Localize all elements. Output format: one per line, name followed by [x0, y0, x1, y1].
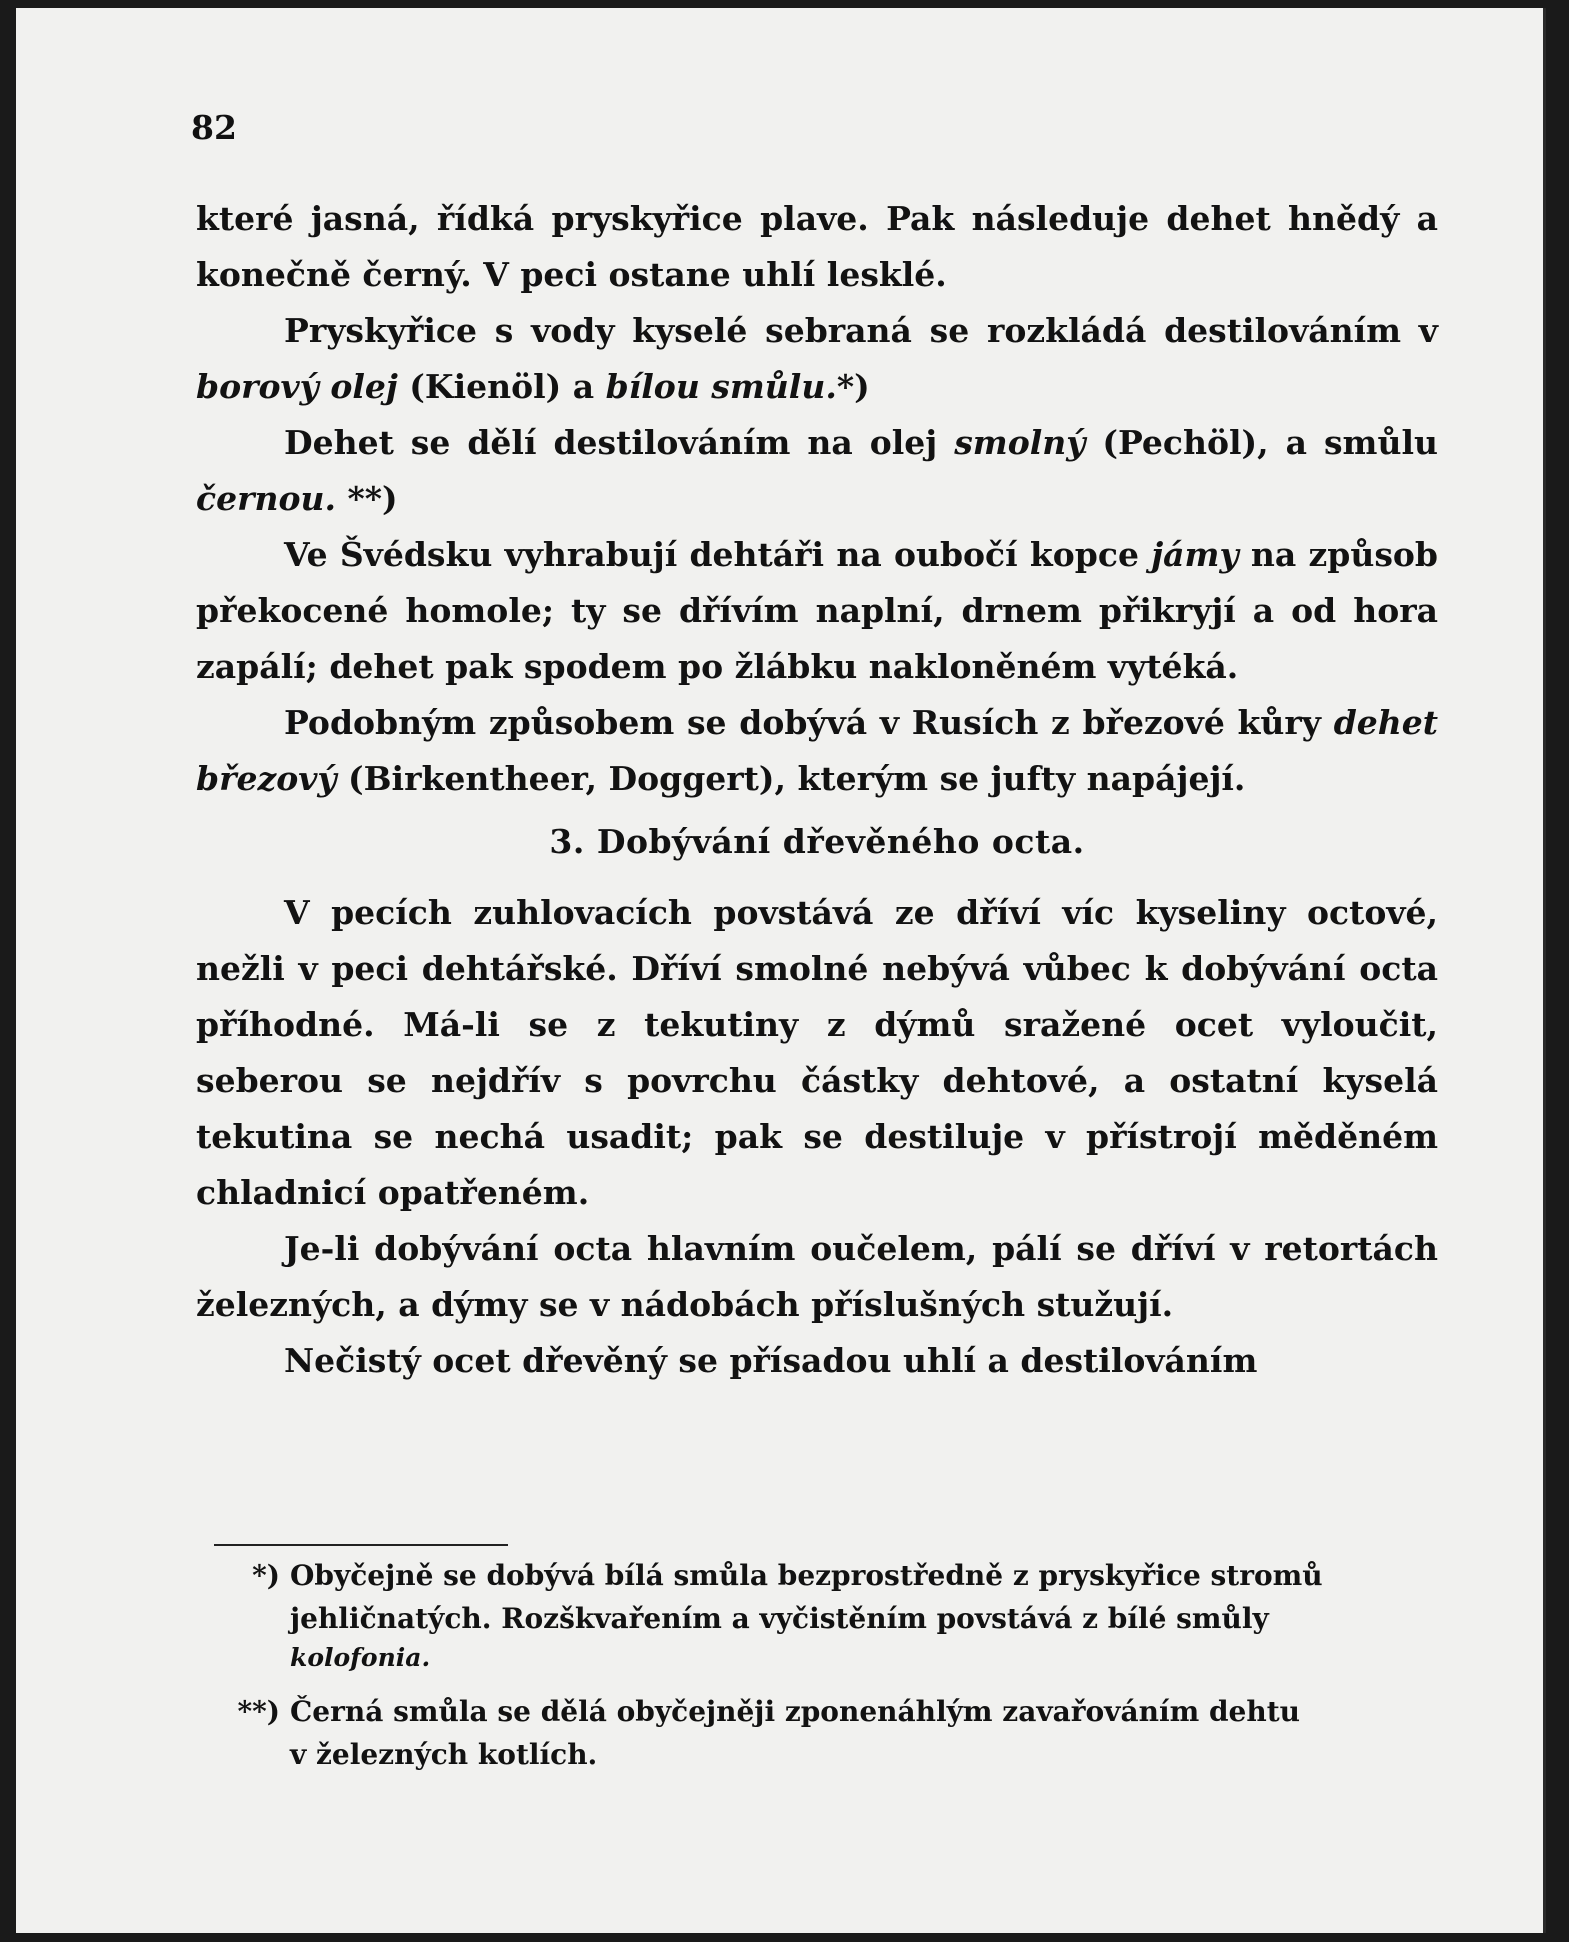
text-run: (Pechöl), a smůlu — [1085, 423, 1438, 462]
italic-term: smolný — [954, 423, 1086, 462]
paragraphs-after-heading — [196, 885, 1438, 1389]
body-text — [196, 191, 1438, 1389]
footnote-marker: **) — [237, 1695, 280, 1728]
text-run: (Kienöl) a — [397, 367, 606, 406]
text-run: Ve Švédsku vyhrabují dehtáři na oubočí kopce — [284, 535, 1152, 574]
footnote — [196, 1690, 1438, 1776]
text-run: (Birkentheer, Doggert), kterým se jufty napájejí. — [336, 759, 1246, 798]
book-page — [16, 8, 1546, 1933]
paragraph — [196, 527, 1438, 695]
text-run: Dehet se dělí destilováním na olej — [284, 423, 955, 462]
paragraphs-before-heading — [196, 191, 1438, 807]
footnote-line: jehličnatých. Rozškvařením a vyčistěním povstává z bílé smůly — [290, 1602, 1269, 1635]
text-run: V pecích zuhlovacích povstává ze dříví víc kyseliny octové, nežli v peci dehtářské. Dříví smolné nebývá vůbec k dobývání octa příhodné. Má-li se z tekutiny z dýmů sražené ocet vyloučit, seberou se nejdřív s povrchu částky dehtové, a ostatní kyselá tekutina se nechá usadit; pak se destiluje v přístrojí měděném chladnicí opatřeném. — [196, 893, 1438, 1212]
paragraph — [196, 191, 1438, 303]
footnote-divider — [214, 1544, 508, 1546]
footnote-term: kolofonia. — [290, 1643, 431, 1672]
paragraph — [196, 415, 1438, 527]
paragraph — [196, 885, 1438, 1221]
footnotes — [196, 1554, 1438, 1776]
footnote-line: v železných kotlích. — [290, 1738, 598, 1771]
paragraph — [196, 1221, 1438, 1333]
text-run: Podobným způsobem se dobývá v Rusích z březové kůry — [284, 703, 1334, 742]
footnote-marker: *) — [252, 1559, 280, 1592]
paragraph — [196, 303, 1438, 415]
footnote-ref: *) — [836, 367, 870, 406]
text-run: Pryskyřice s vody kyselé sebraná se rozkládá destilováním v — [284, 311, 1438, 350]
italic-term: borový olej — [196, 367, 398, 406]
footnote-line: Obyčejně se dobývá bílá smůla bezprostředně z pryskyřice stromů — [290, 1559, 1323, 1592]
paragraph — [196, 695, 1438, 807]
text-run: na způsob překocené homole; ty se dřívím naplní, drnem přikryjí a od hora zapálí; dehet pak spodem po žlábku nakloněném vytéká. — [196, 535, 1438, 686]
footnote-ref: **) — [335, 479, 398, 518]
italic-term: jámy — [1151, 535, 1239, 574]
section-heading: 3. Dobývání dřevěného octa. — [549, 822, 1085, 861]
paragraph — [196, 1333, 1438, 1389]
italic-term: dehet březový — [196, 703, 1438, 798]
italic-term: bílou smůlu. — [605, 367, 837, 406]
page-number: 82 — [191, 108, 237, 147]
text-run: které jasná, řídká pryskyřice plave. Pak následuje dehet hnědý a konečně černý. V peci ostane uhlí lesklé. — [196, 199, 1438, 294]
footnote — [196, 1554, 1438, 1676]
italic-term: černou. — [196, 479, 336, 518]
text-run: Nečistý ocet dřevěný se přísadou uhlí a destilováním — [284, 1341, 1258, 1380]
footnote-line: Černá smůla se dělá obyčejněji zponenáhlým zavařováním dehtu — [290, 1695, 1300, 1728]
text-run: Je-li dobývání octa hlavním oučelem, pálí se dříví v retortách železných, a dýmy se v nádobách příslušných stužují. — [196, 1229, 1438, 1324]
